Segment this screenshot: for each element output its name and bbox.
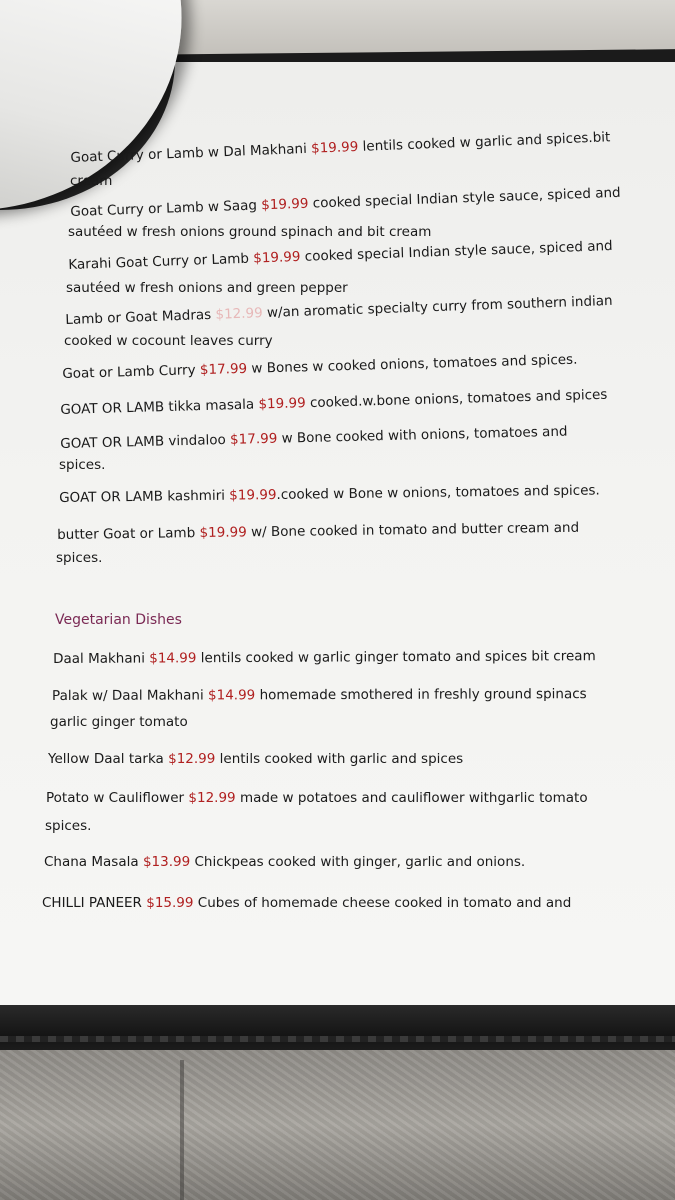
menu-item xyxy=(48,747,463,771)
item-name: Chana Masala xyxy=(44,854,139,870)
menu-item xyxy=(46,786,588,810)
table-seam xyxy=(180,1060,184,1200)
item-desc: made w potatoes and cauliflower withgarlic tomato xyxy=(239,790,588,806)
item-name: Palak w/ Daal Makhani xyxy=(52,687,204,704)
menu-item-desc-cont: sautéed w fresh onions and green pepper xyxy=(66,280,348,296)
item-desc: cooked.w.bone onions, tomatoes and spices xyxy=(309,386,608,412)
item-desc: lentils cooked with garlic and spices xyxy=(219,751,464,767)
menu-item-desc-cont: spices. xyxy=(45,818,92,834)
item-price: $19.99 xyxy=(199,524,247,542)
item-name: Karahi Goat Curry or Lamb xyxy=(68,250,250,273)
item-name: Goat Curry or Lamb w Saag xyxy=(70,197,258,220)
item-desc: .cooked w Bone w onions, tomatoes and spices. xyxy=(276,482,600,503)
item-name: GOAT OR LAMB kashmiri xyxy=(59,487,226,506)
menu-item-desc-cont: spices. xyxy=(59,457,106,473)
item-price: $19.99 xyxy=(258,395,306,413)
menu-item-desc-cont: garlic ginger tomato xyxy=(50,714,188,730)
item-name: Daal Makhani xyxy=(53,650,145,667)
item-name: butter Goat or Lamb xyxy=(57,525,196,543)
item-price: $19.99 xyxy=(260,195,309,214)
menu-holder-stitching xyxy=(0,1036,675,1042)
item-name: Yellow Daal tarka xyxy=(48,751,164,767)
item-price: $12.99 xyxy=(188,790,236,806)
item-name: GOAT OR LAMB vindaloo xyxy=(60,431,226,452)
section-title-vegetarian: Vegetarian Dishes xyxy=(55,612,182,628)
menu-item-desc-cont: spices. xyxy=(56,550,103,566)
menu-item xyxy=(44,850,525,874)
item-name: CHILLI PANEER xyxy=(42,895,142,911)
item-desc: lentils cooked w garlic and spices.bit xyxy=(362,129,611,155)
item-name: Goat Curry or Lamb w Dal Makhani xyxy=(70,140,308,166)
item-price: $12.99 xyxy=(168,751,216,767)
item-name: Potato w Cauliflower xyxy=(46,790,185,806)
menu-item xyxy=(42,891,571,915)
item-price: $17.99 xyxy=(229,430,278,448)
item-price: $13.99 xyxy=(142,854,191,870)
item-price: $12.99 xyxy=(215,305,263,323)
menu-item xyxy=(53,644,596,671)
table-surface-bottom xyxy=(0,1050,675,1200)
item-desc: Cubes of homemade cheese cooked in tomato and and xyxy=(197,895,572,911)
item-desc: homemade smothered in freshly ground spinacs xyxy=(259,686,587,704)
item-price: $17.99 xyxy=(199,360,248,379)
menu-item-desc-cont: cooked w cocount leaves curry xyxy=(64,333,273,349)
item-desc: w/an aromatic specialty curry from southern indian xyxy=(266,292,613,321)
item-desc: cooked special Indian style sauce, spiced and xyxy=(312,184,621,212)
item-desc: w/ Bone cooked in tomato and butter cream and xyxy=(250,519,580,541)
item-price: $19.99 xyxy=(310,138,359,157)
item-desc: w Bones w cooked onions, tomatoes and spices. xyxy=(251,351,578,377)
item-desc: w Bone cooked with onions, tomatoes and xyxy=(281,423,568,447)
item-price: $14.99 xyxy=(149,650,197,667)
menu-item-desc-cont: sautéed w fresh onions ground spinach and bit cream xyxy=(68,224,432,240)
item-desc: cooked special Indian style sauce, spiced and xyxy=(304,237,613,265)
item-price: $14.99 xyxy=(207,687,256,704)
item-price: $15.99 xyxy=(146,895,194,911)
item-desc: Chickpeas cooked with ginger, garlic and onions. xyxy=(194,854,526,870)
item-price: $19.99 xyxy=(229,486,277,504)
item-price: $19.99 xyxy=(252,248,301,267)
item-desc: lentils cooked w garlic ginger tomato and spices bit cream xyxy=(200,648,596,667)
menu-item-desc-cont: cream xyxy=(70,173,113,189)
item-name: Lamb or Goat Madras xyxy=(65,306,212,328)
item-name: Goat or Lamb Curry xyxy=(62,362,196,382)
item-name: GOAT OR LAMB tikka masala xyxy=(60,396,255,418)
menu-item xyxy=(52,682,587,708)
